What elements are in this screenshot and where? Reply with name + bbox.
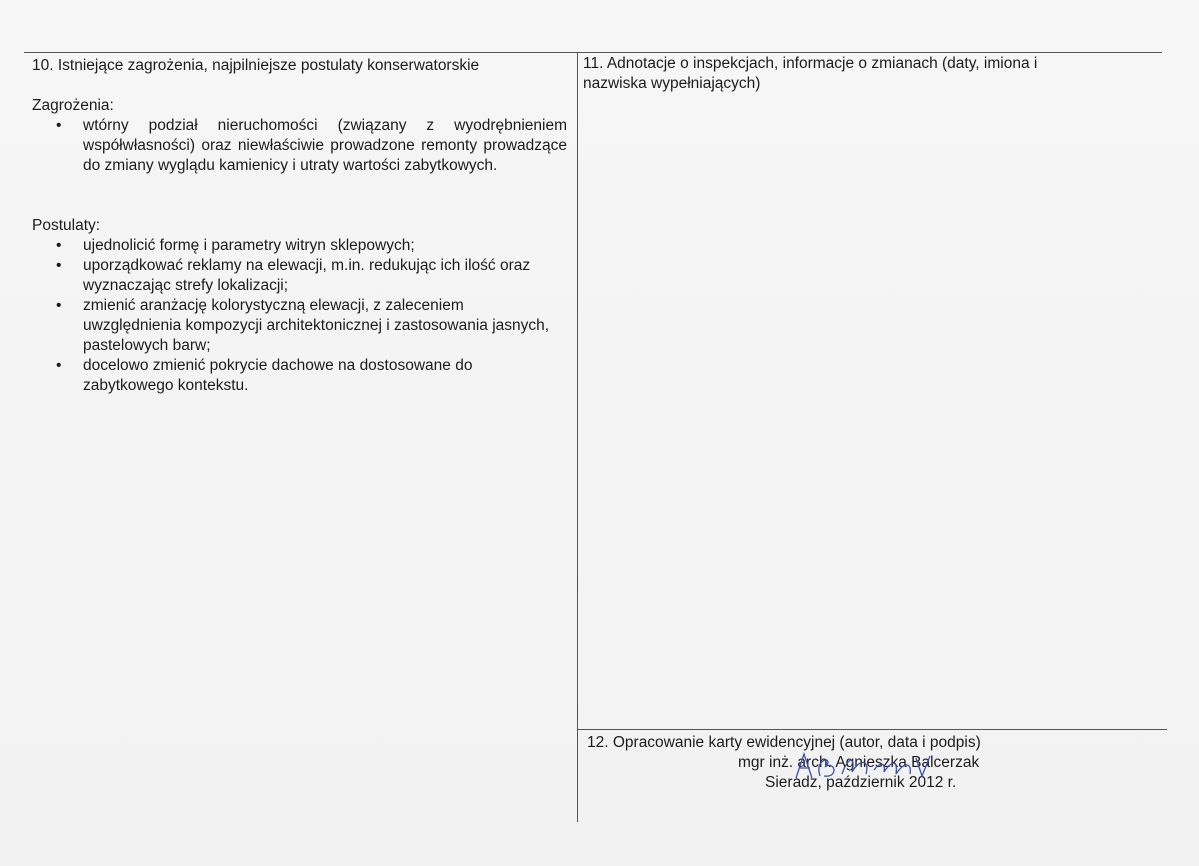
list-item: • wtórny podział nieruchomości (związany z wyodrębnieniem współwłasności) oraz niewłaściwie prowadzone remonty prowadzące do zmiany wyglądu kamienicy i utraty wartości zabytkowych. [56,117,567,174]
list-item: • ujednolicić formę i parametry witryn sklepowych; [56,237,415,254]
author-name: mgr inż. arch. Agnieszka Balcerzak [738,754,980,771]
section12-rule [577,729,1167,730]
section12-title: 12. Opracowanie karty ewidencyjnej (autor, data i podpis) [587,734,981,751]
section11-title-line1: 11. Adnotacje o inspekcjach, informacje o zmianach (daty, imiona i [583,55,1038,72]
handwritten-signature [790,748,940,784]
threats-label: Zagrożenia: [32,97,114,114]
column-divider [577,52,578,822]
place-date: Sieradz, październik 2012 r. [765,774,957,791]
section11-title-line2: nazwiska wypełniających) [583,75,761,92]
section10-title: 10. Istniejące zagrożenia, najpilniejsze postulaty konserwatorskie [32,57,480,74]
postulates-list [56,236,553,396]
postulates-label: Postulaty: [32,217,101,234]
top-rule [24,52,1162,53]
list-item: • uporządkować reklamy na elewacji, m.in. redukując ich ilość oraz wyznaczając strefy lokalizacji; [56,257,531,294]
threats-list [56,116,567,176]
list-item: • docelowo zmienić pokrycie dachowe na dostosowane do zabytkowego kontekstu. [56,357,473,394]
list-item: • zmienić aranżację kolorystyczną elewacji, z zaleceniem uwzględnienia kompozycji architektonicznej i zastosowania jasnych, pastelowych barw; [56,297,550,354]
